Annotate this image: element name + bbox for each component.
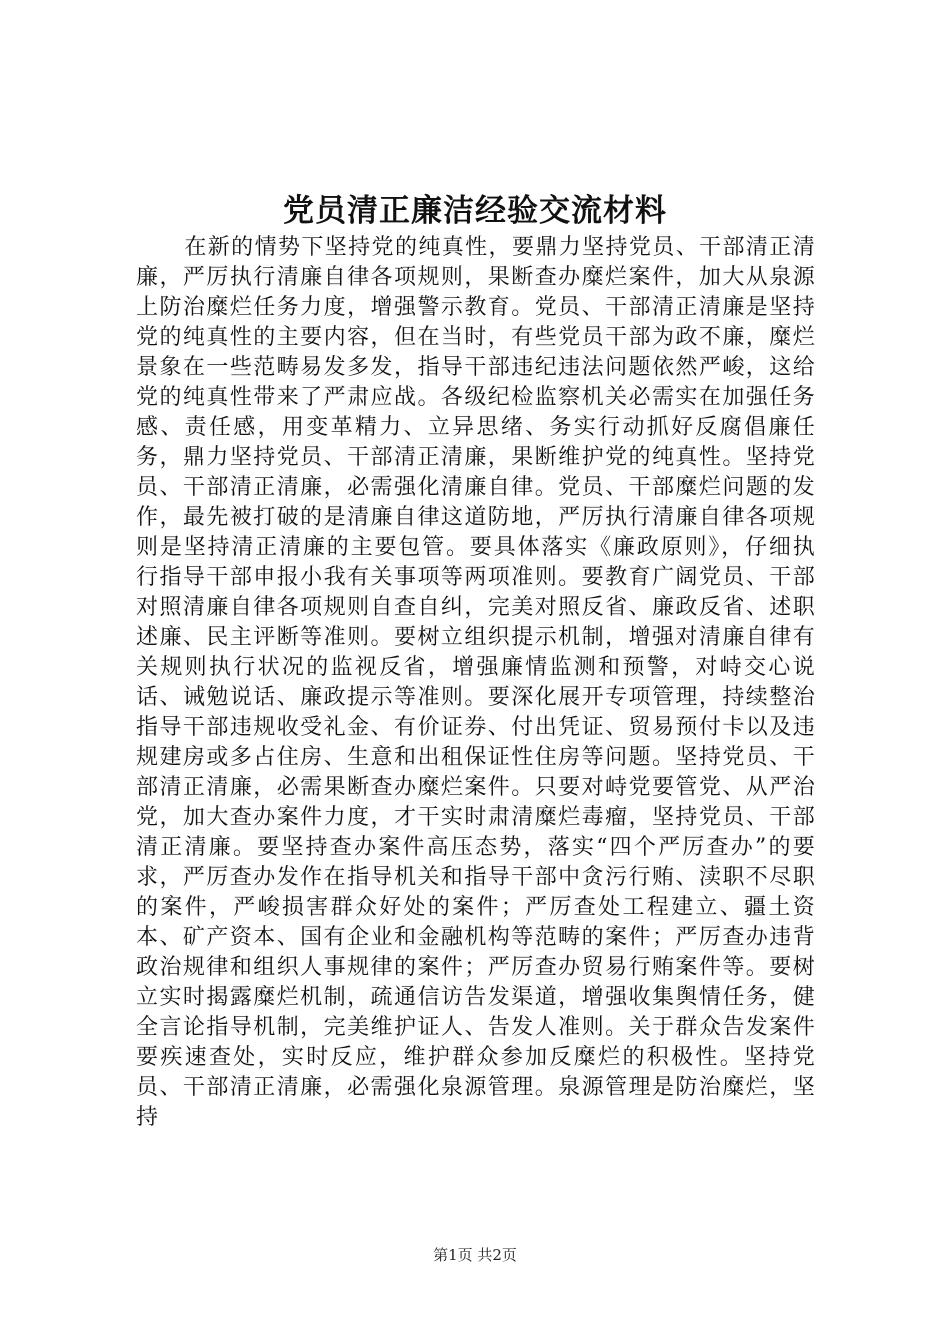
document-title: 党员清正廉洁经验交流材料 [283, 193, 667, 229]
document-body-paragraph: 在新的情势下坚持党的纯真性，要鼎力坚持党员、干部清正清廉，严厉执行清廉自律各项规则，果断查办糜烂案件，加大从泉源上防治糜烂任务力度，增强警示教育。党员、干部清正清廉是坚持党的纯真性的主要内容，但在当时，有些党员干部为政不廉，糜烂景象在一些范畴易发多发，指导干部违纪违法问题依然严峻，这给党的纯真性带来了严肃应战。各级纪检监察机关必需实在加强任务感、责任感，用变革精力、立异思绪、务实行动抓好反腐倡廉任务，鼎力坚持党员、干部清正清廉，果断维护党的纯真性。坚持党员、干部清正清廉，必需强化清廉自律。党员、干部糜烂问题的发作，最先被打破的是清廉自律这道防地，严厉执行清廉自律各项规则是坚持清正清廉的主要包管。要具体落实《廉政原则》，仔细执行指导干部申报小我有关事项等两项准则。要教育广阔党员、干部对照清廉自律各项规则自查自纠，完美对照反省、廉政反省、述职述廉、民主评断等准则。要树立组织提示机制，增强对清廉自律有关规则执行状况的监视反省，增强廉情监测和预警，对峙交心说话、诫勉说话、廉政提示等准则。要深化展开专项管理，持续整治指导干部违规收受礼金、有价证券、付出凭证、贸易预付卡以及违规建房或多占住房、生意和出租保证性住房等问题。坚持党员、干部清正清廉，必需果断查办糜烂案件。只要对峙党要管党、从严治党，加大查办案件力度，才干实时肃清糜烂毒瘤，坚持党员、干部清正清廉。要坚持查办案件高压态势，落实“四个严厉查办”的要求，严厉查办发作在指导机关和指导干部中贪污行贿、渎职不尽职的案件，严峻损害群众好处的案件；严厉查处工程建立、疆土资本、矿产资本、国有企业和金融机构等范畴的案件；严厉查办违背政治规律和组织人事规律的案件；严厉查办贸易行贿案件等。要树立实时揭露糜烂机制，疏通信访告发渠道，增强收集舆情任务，健全言论指导机制，完美维护证人、告发人准则。关于群众告发案件要疾速查处，实时反应，维护群众参加反糜烂的积极性。坚持党员、干部清正清廉，必需强化泉源管理。泉源管理是防治糜烂，坚持 [136, 235, 816, 1130]
page-footer: 第1页 共2页 [433, 1246, 517, 1264]
